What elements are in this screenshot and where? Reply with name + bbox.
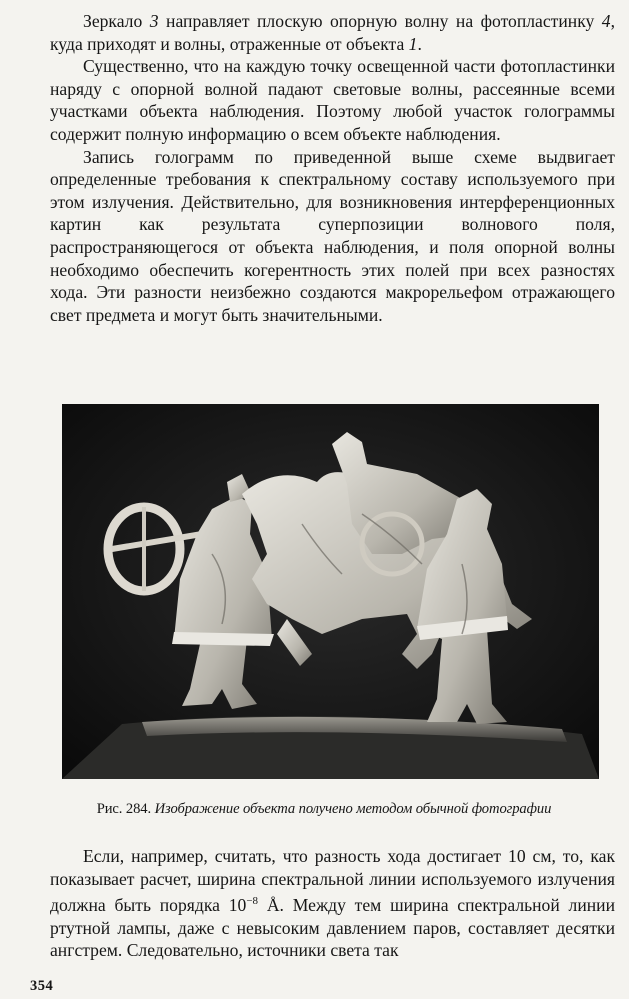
bottom-text-block [50, 845, 615, 962]
figure-photograph [62, 404, 599, 779]
figurine-photo-illustration [62, 404, 599, 779]
text-segment: Å. Между тем ширина спектральной линии ртутной лампы, даже с невысоким давлением паров, составляет десятки ангстрем. Следовательно, источники света так [50, 895, 615, 961]
exponent: −8 [246, 895, 259, 908]
paragraph-hologram-info: Существенно, что на каждую точку освещенной части фотопластинки наряду с опорной волной падают световые волны, рассеянные всеми участками объекта наблюдения. Поэтому любой участок голограммы содержит полную информацию о всем объекте наблюдения. [50, 56, 615, 144]
figure-ref-4: 4 [601, 11, 611, 31]
caption-text: Изображение объекта получено методом обычной фотографии [154, 801, 552, 817]
top-text-block [50, 10, 615, 326]
text-segment: Зеркало [83, 11, 150, 31]
text-segment: Если, например, считать, что разность хода достигает 10 см, то, как показывает расчет, ширина спектральной линии используемого излучения должна быть порядка 10 [50, 846, 615, 916]
figure-ref-1: 1 [408, 33, 418, 54]
text-segment: , куда приходят и волны, отраженные от объекта [50, 11, 615, 54]
paragraph-path-difference [50, 845, 615, 962]
page-number: 354 [30, 978, 54, 994]
paragraph-mirror [50, 10, 615, 55]
figure-ref-3: 3 [149, 11, 159, 31]
paragraph-coherence: Запись голограмм по приведенной выше схеме выдвигает определенные требования к спектральному составу используемого при этом излучения. Действительно, для возникновения интерференционных картин как результата суперпозиции волнового поля, распространяющегося от объекта наблюдения, и поля опорной волны необходимо обеспечить когерентность этих полей при всех разностях хода. Эти разности неизбежно создаются макрорельефом отражающего свет предмета и могут быть значительными. [50, 146, 615, 325]
text-segment: . [417, 33, 422, 54]
caption-label: Рис. 284. [96, 801, 152, 817]
figure-caption [34, 800, 614, 818]
text-segment: направляет плоскую опорную волну на фотопластинку [158, 11, 602, 31]
